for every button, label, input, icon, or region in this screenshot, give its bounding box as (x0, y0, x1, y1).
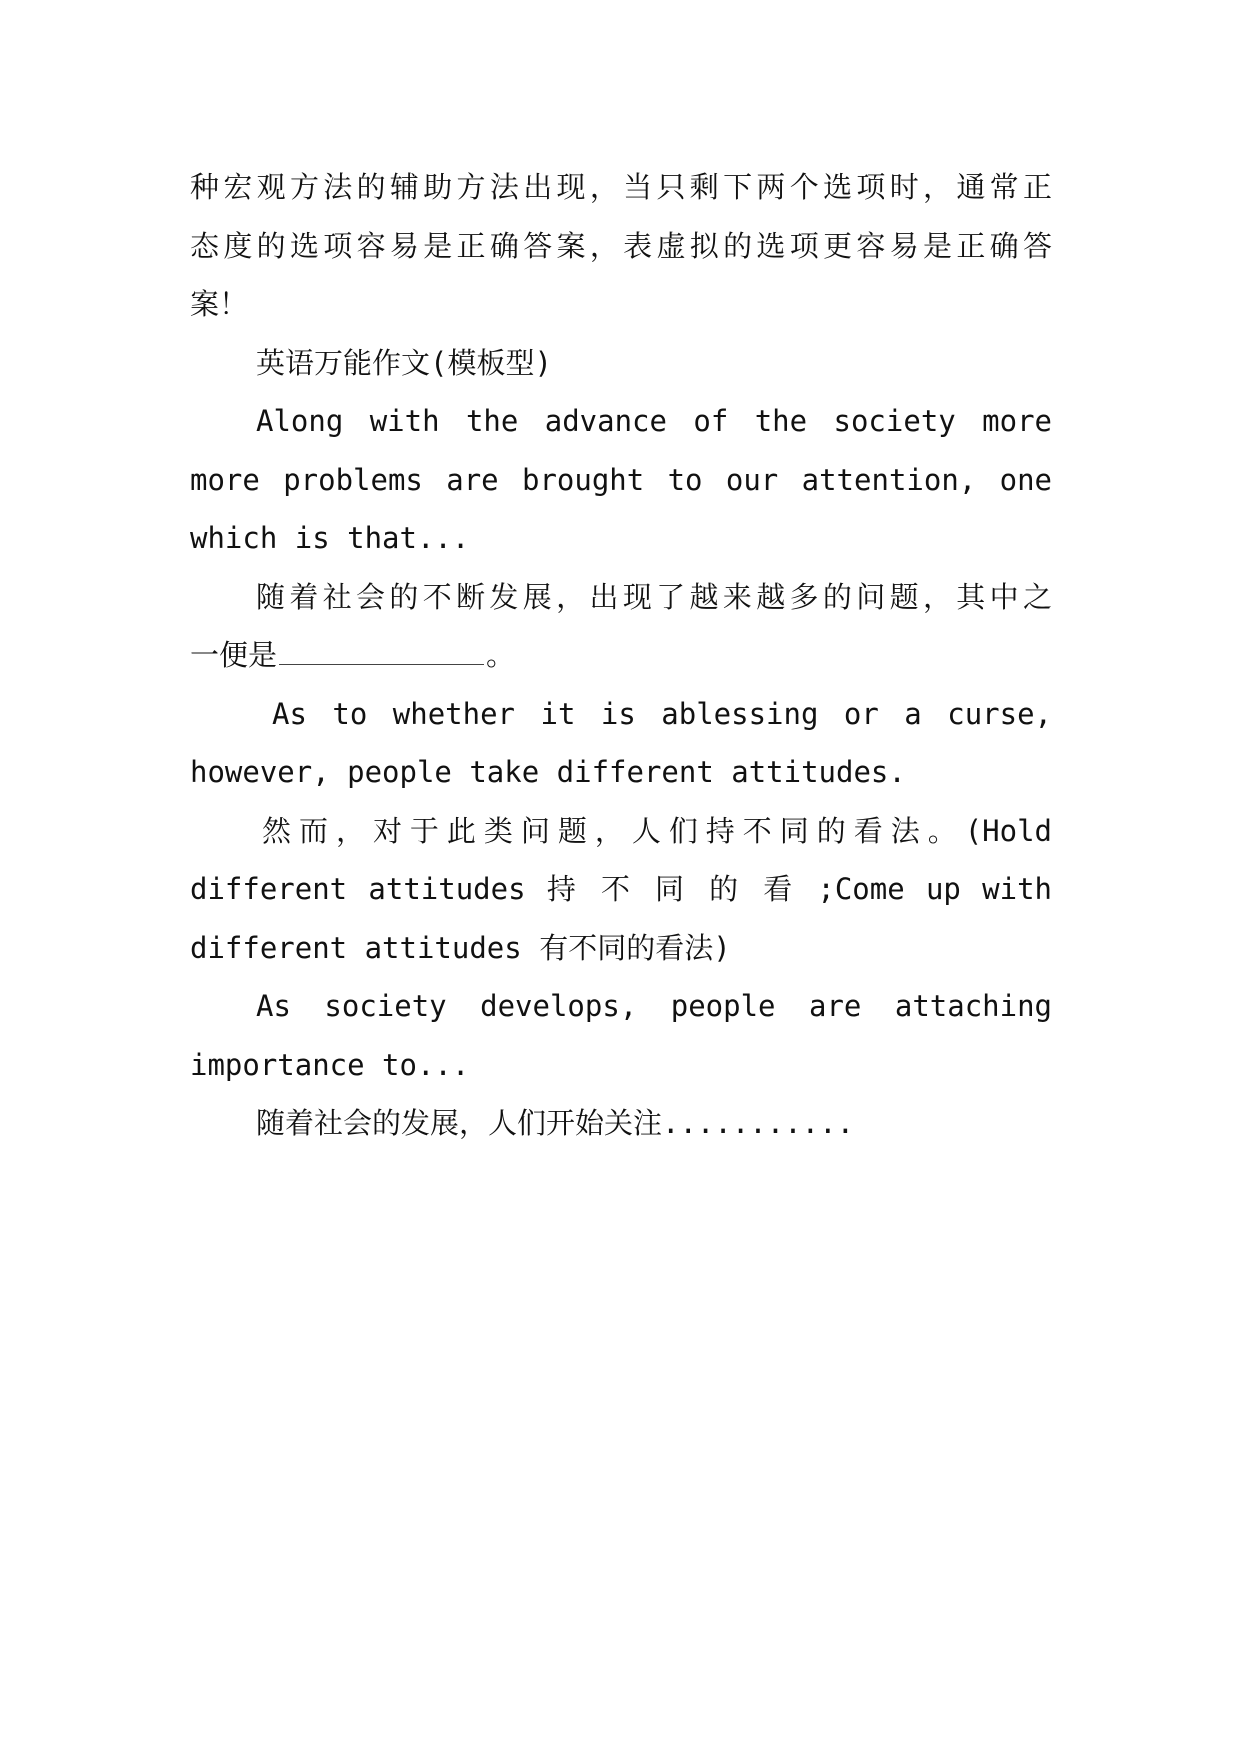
paragraph-line: importance to... (190, 1047, 470, 1082)
document-body (190, 158, 1052, 1153)
paragraph-line: As society develops, people are attaching (256, 989, 1052, 1023)
paragraph-line-with-blank (190, 626, 1052, 685)
paragraph-line: Along with the advance of the society more (256, 404, 1052, 438)
paragraph-line: 随着社会的发展，人们开始关注........... (256, 1106, 855, 1140)
paragraph-line: As to whether it is ablessing or a curse, (272, 696, 1052, 731)
paragraph-line: 案！ (190, 287, 249, 321)
paragraph-line: 态度的选项容易是正确答案，表虚拟的选项更容易是正确答 (190, 228, 1052, 263)
paragraph-line: which is that... (190, 521, 470, 555)
paragraph-line: 随着社会的不断发展，出现了越来越多的问题，其中之 (256, 579, 1052, 614)
paragraph-line: however, people take different attitudes. (190, 755, 906, 789)
fill-in-blank (279, 642, 484, 665)
line-end-text: 。 (486, 638, 516, 672)
paragraph-line: 种宏观方法的辅助方法出现，当只剩下两个选项时，通常正 (190, 170, 1052, 204)
paragraph-line: 然而，对于此类问题，人们持不同的看法。(Hold (262, 813, 1052, 848)
paragraph-line: more problems are brought to our attention, one (190, 462, 1052, 497)
line-start-text: 一便是 (190, 638, 278, 672)
paragraph-line: different attitudes 持 不 同 的 看 ;Come up with (190, 872, 1052, 906)
paragraph-line: different attitudes 有不同的看法) (190, 930, 731, 965)
section-heading: 英语万能作文(模板型) (256, 345, 552, 380)
